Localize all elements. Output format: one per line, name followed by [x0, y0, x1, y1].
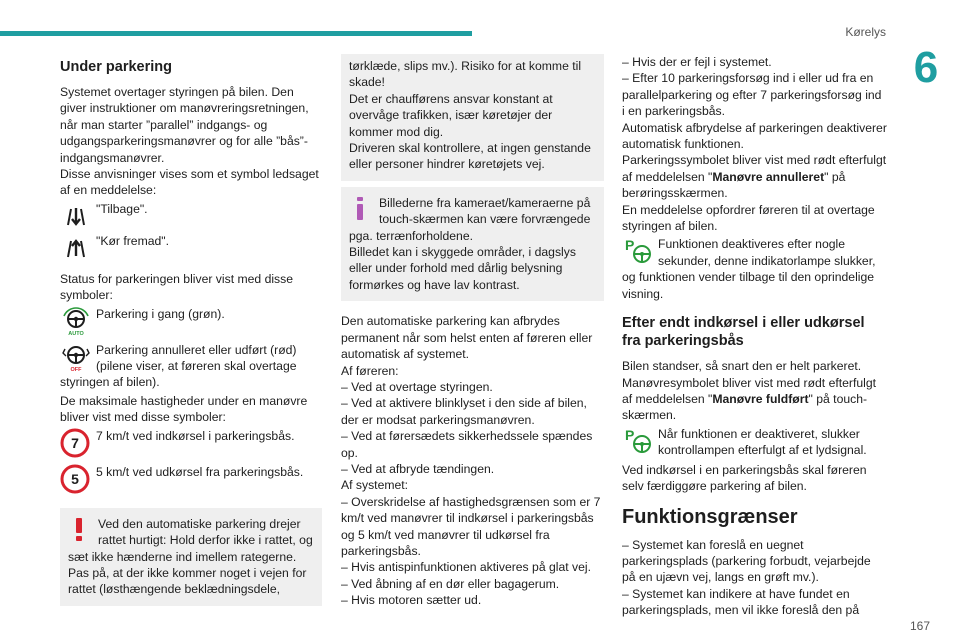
list-line: – Overskridelse af hastighedsgrænsen som er 7 km/t ved manøvrer til indkørsel i parkeringsbås og 5 km/t ved manøvrer til udkørsel fra parkeringsbås. — [341, 494, 601, 558]
list-line: Af føreren: — [341, 363, 399, 378]
steering-wheel-off-icon — [60, 342, 92, 372]
instruction-reverse — [60, 201, 322, 231]
chapter-number: 6 — [913, 43, 939, 92]
page-number: 167 — [909, 618, 930, 633]
list-line: – Systemet kan indikere at have fundet en parkeringsplads, men vil ikke foreslå den på — [622, 586, 860, 618]
heading-efter-endt: Efter endt indkørsel i eller udkørsel fra parkeringsbås — [622, 315, 865, 350]
status-label: Parkering annulleret eller udført (rød) (pilene viser, at føreren skal overtage styringen af bilen). — [60, 342, 297, 390]
warning-text: Driveren skal kontrollere, at ingen genstande eller personer hindrer køretøjets vej. — [349, 141, 591, 172]
status-active — [60, 306, 322, 340]
paragraph: Den automatiske parkering kan afbrydes permanent når som helst enten af føreren eller automatisk af systemet. — [341, 314, 593, 362]
list-line: – Ved at overtage styringen. — [341, 379, 493, 394]
list-line: – Ved at afbryde tændingen. — [341, 461, 495, 476]
status-cancelled — [60, 342, 322, 391]
svg-text:P: P — [625, 237, 635, 254]
instruction-label: "Kør fremad". — [96, 233, 169, 248]
paragraph: Systemet overtager styringen på bilen. Den giver instruktioner om manøvreringsretningen, når man starter ”parallel” indgangs- og udgangsparkeringsmanøvrer og for alle ”bås”-indgangsmanøvrer. — [60, 85, 309, 165]
forward-arrow-icon — [60, 233, 92, 263]
paragraph: Status for parkeringen bliver vist med disse symboler: — [60, 271, 294, 303]
status-label: Parkering i gang (grøn). — [96, 306, 225, 321]
icon-text-off: OFF — [70, 366, 82, 372]
parking-assist-icon — [622, 426, 654, 456]
steering-wheel-auto-icon — [60, 306, 92, 336]
paragraph: Bilen standser, så snart den er helt parkeret. — [622, 359, 862, 374]
list-line: – Efter 10 parkeringsforsøg ind i eller ud fra en parallelparkering og efter 7 parkeringsforsøg ind i en parkeringsbås. — [622, 71, 882, 119]
heading-funktionsgraenser: Funktionsgrænser — [622, 505, 798, 528]
header-accent-bar — [0, 31, 472, 36]
column-2 — [341, 54, 604, 609]
warning-box — [60, 508, 322, 606]
paragraph: En meddelelse opfordrer føreren til at overtage styringen af bilen. — [622, 202, 875, 234]
info-text: Billedet kan i skyggede områder, i dagslys eller under forhold med dårlig belysning formørkes og have lav kontrast. — [349, 245, 576, 292]
list-line: – Hvis der er fejl i systemet. — [622, 55, 772, 69]
list-line: Af systemet: — [341, 478, 409, 493]
deactivation-note — [622, 236, 887, 302]
paragraph: Ved indkørsel i en parkeringsbås skal føreren selv færdiggøre parkering af bilen. — [622, 462, 867, 494]
list-line: – Hvis motoren sætter ud. — [341, 593, 482, 608]
speed-limit-5-icon — [60, 464, 92, 494]
list-line: – Systemet kan foreslå en uegnet parkeringsplads (parkering forbudt, vejarbejde på en ujævn vej, langs en grøft mv.). — [622, 537, 871, 585]
list-line: – Ved at førersædets sikkerhedssele spændes op. — [341, 429, 593, 460]
info-icon — [349, 195, 371, 221]
svg-text:P: P — [625, 426, 635, 443]
lamp-off-text: Når funktionen er deaktiveret, slukker kontrollampen efterfulgt af et lydsignal. — [658, 426, 867, 458]
parking-assist-icon — [622, 236, 654, 266]
instruction-label: "Tilbage". — [96, 201, 148, 216]
message-manoevre-fuldfoert: Manøvre fuldført — [712, 391, 809, 406]
paragraph: Disse anvisninger vises som et symbol ledsaget af en meddelelse: — [60, 167, 319, 198]
warning-text: Det er chaufførens ansvar konstant at overvåge trafikken, især køretøjer der kommer mod dig. — [349, 91, 553, 139]
speed-entry — [60, 428, 322, 462]
speed-exit — [60, 464, 322, 498]
column-1 — [60, 54, 322, 612]
svg-text:5: 5 — [71, 470, 79, 487]
speed-limit-7-icon — [60, 428, 92, 458]
exclamation-warning-icon — [68, 516, 90, 542]
speed-label: 5 km/t ved udkørsel fra parkeringsbås. — [96, 464, 304, 479]
svg-text:7: 7 — [71, 434, 79, 451]
column-3 — [622, 54, 887, 619]
list-line: – Hvis antispinfunktionen aktiveres på glat vej. — [341, 560, 591, 575]
list-line: – Ved at aktivere blinklyset i den side af bilen, der er modsat parkeringsmanøvren. — [341, 396, 587, 427]
instruction-forward — [60, 233, 322, 263]
info-box — [341, 187, 604, 301]
paragraph: De maksimale hastigheder under en manøvre bliver vist med disse symboler: — [60, 393, 308, 425]
paragraph: Manøvresymbolet bliver vist med rødt efterfulgt af meddelelsen "Manøvre fuldført" på touch-skærmen. — [622, 375, 876, 423]
warning-text: Ved den automatiske parkering drejer rattet hurtigt: Hold derfor ikke i rattet, og sæt ikke hænderne ind imellem rategerne. Pas på, at der ikke kommer noget i vejen for rattet (løsthængende beklædningsdele, — [68, 516, 313, 597]
deactivation-text: Funktionen deaktiveres efter nogle sekunder, denne indikatorlampe slukker, og funktionen vender tilbage til den oprindelige visning. — [622, 237, 876, 301]
heading-under-parkering: Under parkering — [60, 59, 172, 75]
warning-text: tørklæde, slips mv.). Risiko for at komme til skade! — [349, 59, 582, 90]
info-text: Billederne fra kameraet/kameraerne på touch-skærmen kan være forvrængede pga. terrænforholdene. — [349, 195, 591, 243]
warning-box-continued — [341, 54, 604, 181]
speed-label: 7 km/t ved indkørsel i parkeringsbås. — [96, 428, 295, 443]
section-title: Kørelys — [845, 25, 886, 39]
icon-text-auto: AUTO — [68, 330, 84, 336]
paragraph: Automatisk afbrydelse af parkeringen deaktiverer automatisk funktionen. — [622, 120, 887, 152]
paragraph: Parkeringssymbolet bliver vist med rødt efterfulgt af meddelelsen "Manøvre annulleret" på berøringsskærmen. — [622, 153, 887, 201]
reverse-arrow-icon — [60, 201, 92, 231]
message-manoevre-annulleret: Manøvre annulleret — [712, 169, 825, 184]
list-line: – Ved åbning af en dør eller bagagerum. — [341, 576, 560, 591]
lamp-off-note — [622, 426, 887, 460]
